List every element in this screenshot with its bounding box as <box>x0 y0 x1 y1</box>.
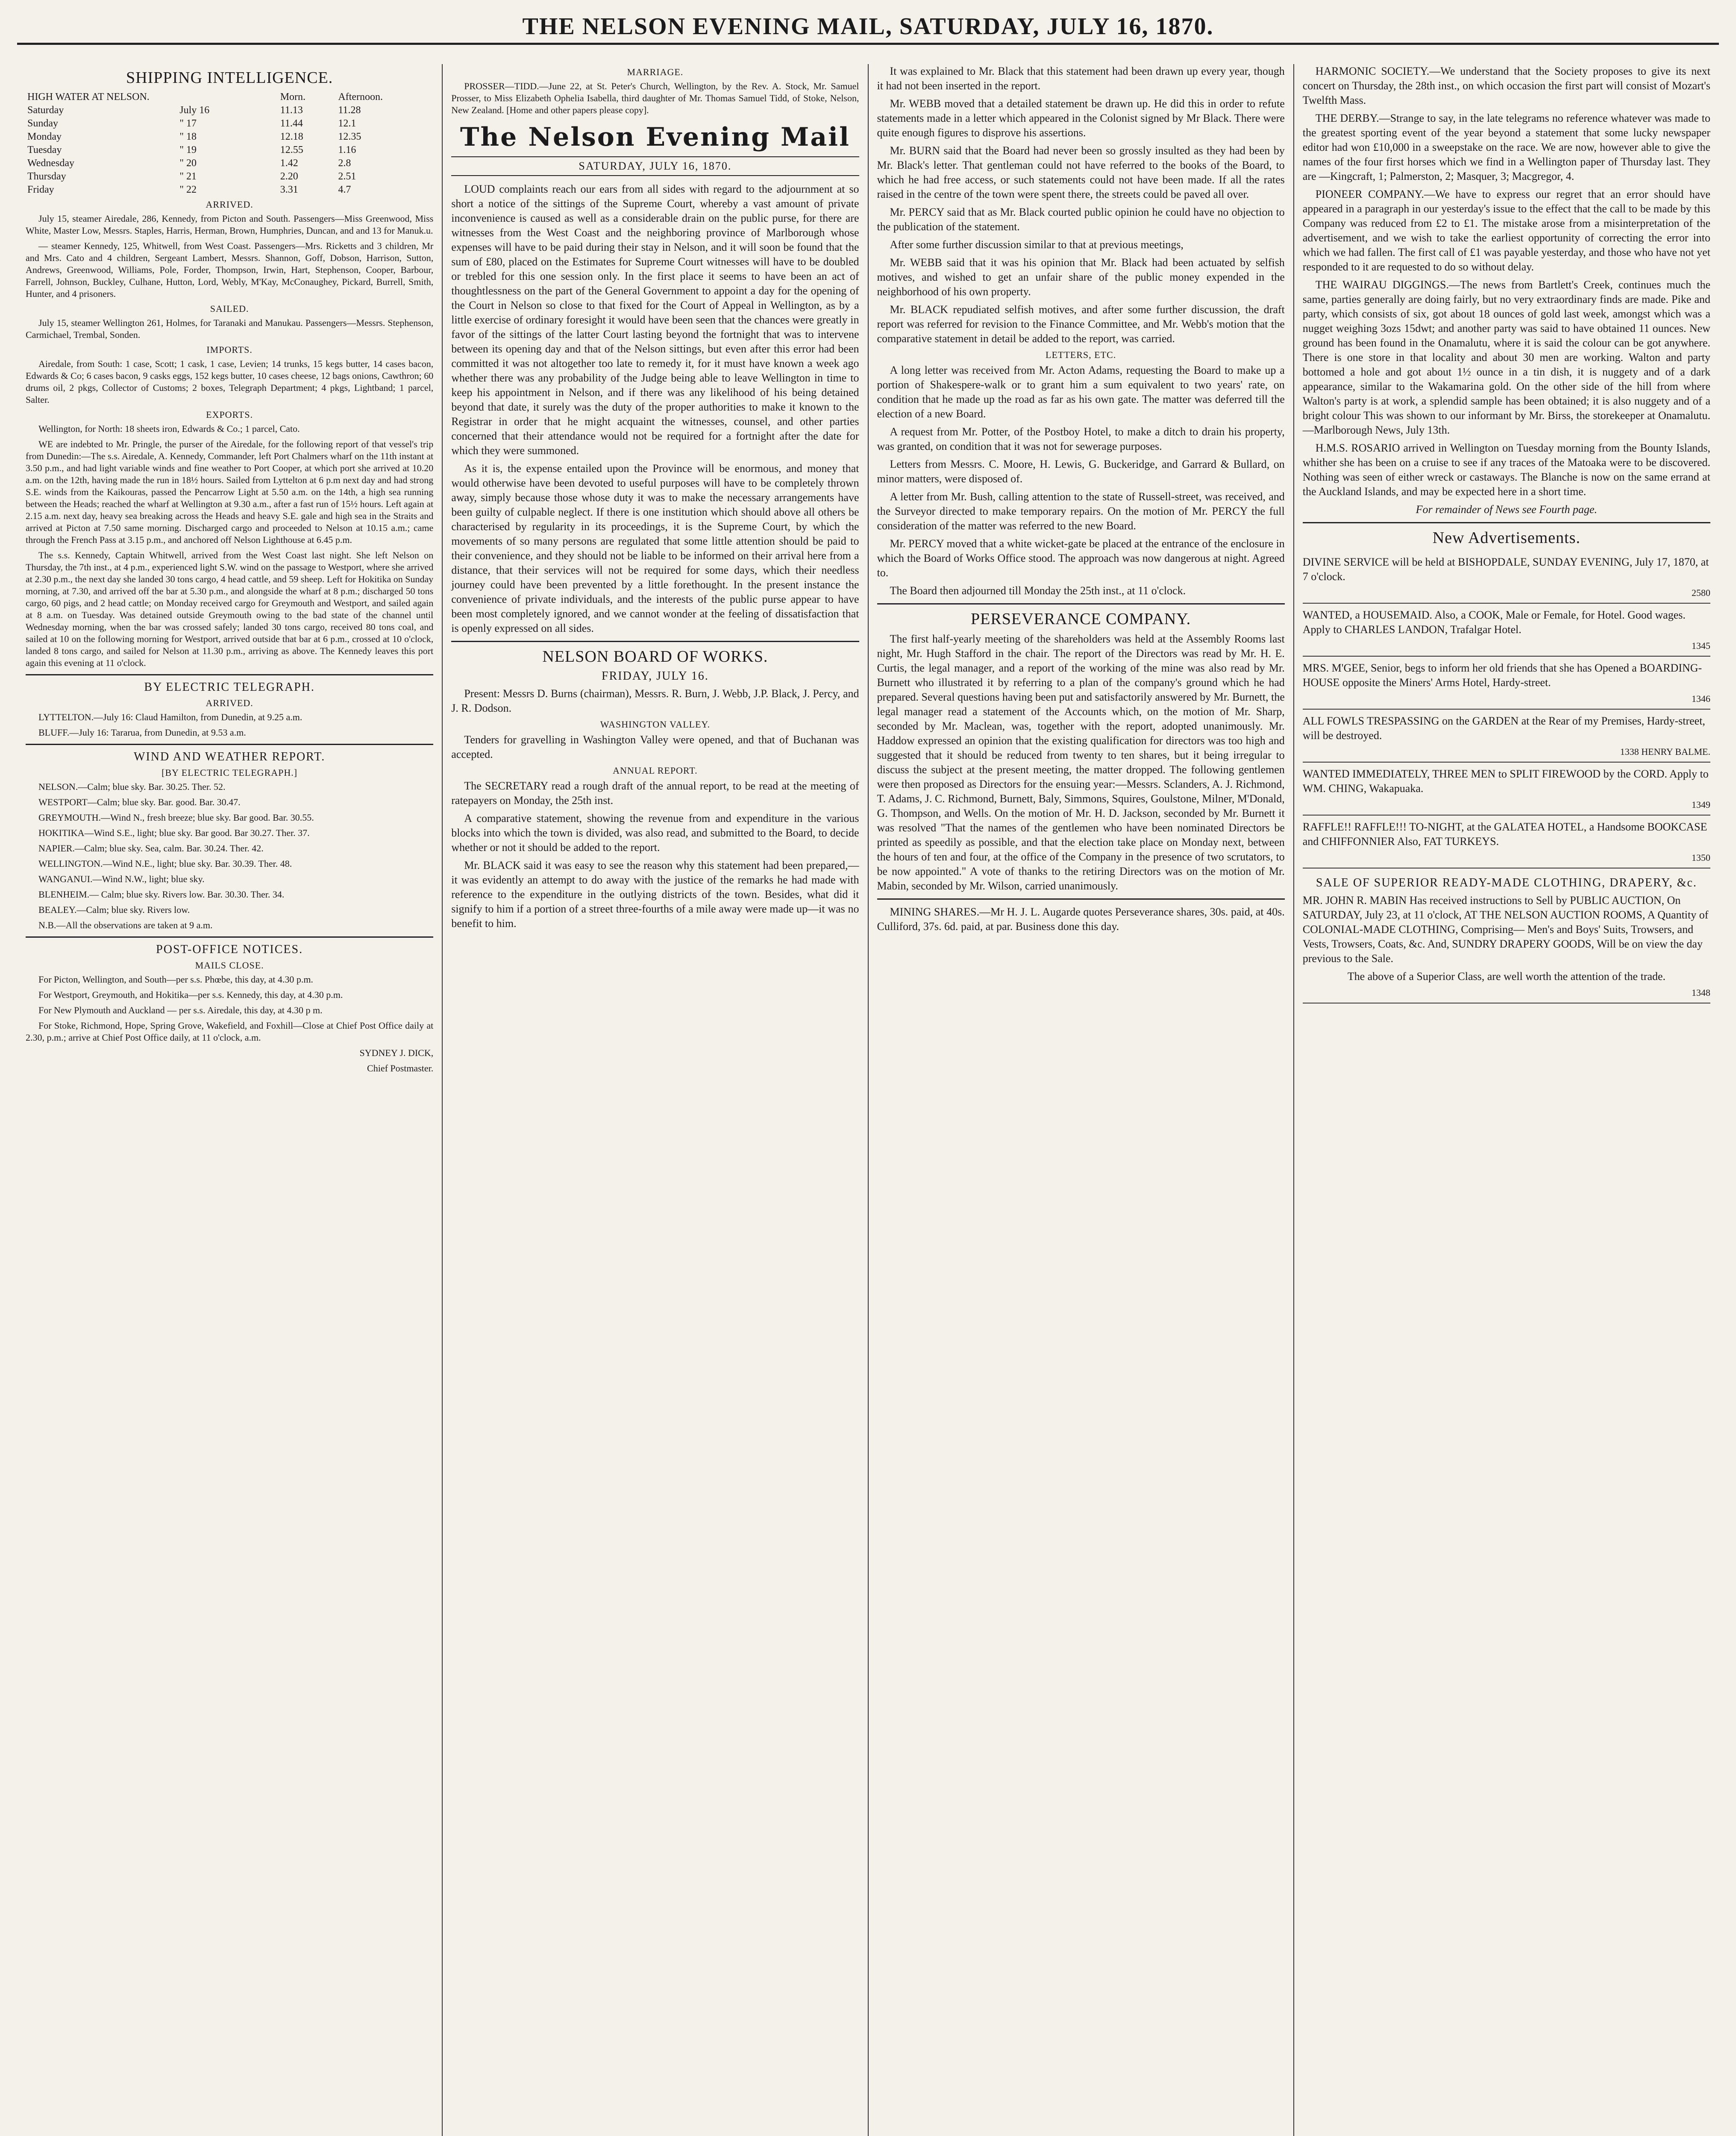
column-3 <box>869 64 1294 2136</box>
morn: 2.20 <box>280 171 298 182</box>
board-para: Mr. BURN said that the Board had never been so grossly insulted as they had been by Mr. Black's letter. That gentleman could not have referred to the books of the Board, to which he had free access, or such statements could not have been made. If all the rates raised in the centre of the town were spent there, the streets could be paved all over. <box>877 144 1285 200</box>
column-2 <box>443 64 868 2136</box>
table-row <box>26 104 433 117</box>
sailed-text: July 15, steamer Wellington 261, Holmes, for Taranaki and Manukau. Passengers—Messrs. Stephenson, Carmichael, Trembal, Sonden. <box>26 317 434 340</box>
board-para: Mr. PERCY said that as Mr. Black courted public opinion he could have no objection to the publication of the statement. <box>877 206 1285 233</box>
table-row <box>26 144 433 157</box>
columns <box>17 64 1719 2136</box>
morn: 11.44 <box>280 118 303 129</box>
paper-date: SATURDAY, JULY 16, 1870. <box>451 156 859 176</box>
weather-line: WESTPORT—Calm; blue sky. Bar. good. Bar. 30.47. <box>38 797 241 807</box>
board-para: It was explained to Mr. Black that this statement had been drawn up every year, though it had not been inserted in the report. <box>877 65 1285 92</box>
letters-para: A long letter was received from Mr. Acton Adams, requesting the Board to make up a portion of Shakespere-walk or to grant him a sum equivalent to two years' rate, on condition that he made up the road as far as his own gate. The matter was deferred till the election of a new Board. <box>877 364 1285 420</box>
remainder-note: For remainder of News see Fourth page. <box>1416 503 1598 516</box>
table-row <box>26 183 433 197</box>
date: " 22 <box>179 184 197 195</box>
imports-text: Airedale, from South: 1 case, Scott; 1 cask, 1 case, Levien; 14 trunks, 15 kegs butter, 14 cases bacon, Edwards & Co; 6 cases bacon, 9 casks eggs, 152 kegs butter, 10 cases cheese, 12 bags onions, Cawthron; 60 drums oil, 2 pkgs, Collector of Customs; 2 boxes, Telegraph Department; 4 pkgs, Lightband; 1 parcel, Salter. <box>26 358 434 405</box>
day: Wednesday <box>27 158 75 169</box>
annual-para: A comparative statement, showing the revenue from and expenditure in the various blocks into which the town is divided, was also read, and submitted to the Board, to decide whether or not it should be added to the report. <box>451 812 859 854</box>
letters-para: A letter from Mr. Bush, calling attention to the state of Russell-street, was received, and the Surveyor directed to make temporary repairs. On the motion of Mr. PERCY the full consideration of the matter was referred to the new Board. <box>877 490 1285 532</box>
high-water-header <box>26 91 433 104</box>
high-water-table <box>26 91 433 197</box>
table-row <box>26 157 433 170</box>
annual-title: ANNUAL REPORT. <box>613 765 698 776</box>
weather-line: HOKITIKA—Wind S.E., light; blue sky. Bar good. Bar 30.27. Ther. 37. <box>38 827 310 838</box>
report-airedale: WE are indebted to Mr. Pringle, the purser of the Airedale, for the following report of that vessel's trip from Dunedin:—The s.s. Airedale, A. Kennedy, Commander, left Port Chalmers wharf on the 11th instant at 3.50 p.m., and had light variable winds and fine weather to Port Cooper, at which port she arrived at 10.20 a.m. on the 12th, having made the run in 18½ hours. Sailed from Lyttelton at 6 p.m next day and had strong S.E. winds from the Kaikouras, passed the Pencarrow Light at 5.50 a.m. on the 14th, a high sea running between the Heads; reached the wharf at Wellington at 9.30 a.m., after a fast run of 15½ hours. Left again at 2.15 a.m. next day, heavy sea breaking across the Heads and heavy S.E. gale and high sea in the Straits and arrived at Picton at 7.50 same morning. Discharged cargo and proceeded to Nelson at 10.15 a.m.; came through the French Pass at 3.15 p.m., and anchored off Nelson Lighthouse at 6.45 p.m. <box>26 439 434 545</box>
header-cell: Afternoon. <box>338 91 383 103</box>
ad-number: 1338 HENRY BALME. <box>1620 746 1710 757</box>
signature: SYDNEY J. DICK, <box>359 1047 434 1058</box>
post-sub: MAILS CLOSE. <box>195 960 264 971</box>
ad-text: WANTED, a HOUSEMAID. Also, a COOK, Male or Female, for Hotel. Good wages. Apply to CHARLES LANDON, Trafalgar Hotel. <box>1302 609 1686 636</box>
marriage-text: PROSSER—TIDD.—June 22, at St. Peter's Church, Wellington, by the Rev. A. Stock, Mr. Samuel Prosser, to Miss Elizabeth Ophelia Isabella, third daughter of Mr. Thomas Samuel Tidd, of Stoke, Nelson, New Zealand. [Home and other papers please copy]. <box>451 81 859 115</box>
divider <box>1303 522 1710 523</box>
date: " 19 <box>179 144 197 156</box>
post-line: For Picton, Wellington, and South—per s.s. Phœbe, this day, at 4.30 p.m. <box>38 974 313 985</box>
post-line: For New Plymouth and Auckland — per s.s. Airedale, this day, at 4.30 p m. <box>38 1005 323 1015</box>
weather-sub: [BY ELECTRIC TELEGRAPH.] <box>162 767 298 778</box>
editorial-para: LOUD complaints reach our ears from all sides with regard to the adjournment at so short a notice of the sittings of the Supreme Court, whereby a vast amount of private inconvenience is caused as well as a considerable drain on the public purse, for there are witnesses from the West Coast and the neighboring province of Marlborough whose expenses will have to be paid during their stay in Nelson, and it will soon be found that the sum of £80, placed on the Estimates for Supreme Court witnesses will have to be doubled or trebled for this one session only. In the first place it seems to have been an act of thoughtlessness on the part of the General Government to appoint a day for the opening of the Court in Nelson so close to that fixed for the Court of Appeal in Wellington, as by a little exercise of ordinary foresight it would have been seen that the chances were greatly in favor of the sittings of the latter Court lasting beyond the fortnight that was to intervene between its opening day and that of the Nelson sittings, but even after this error had been committed it was not altogether too late to remedy it, for it must have known a week ago whether there was any probability of the Judge being able to leave Wellington in time to keep his appointment in Nelson, and if there was any likelihood of his being detained beyond that date, it surely was the duty of the proper authorities to make it known to the Registrar in order that he might acquaint the witnesses, counsel, and other parties concerned that their attendance would not be required for a fortnight after the date for which they were summoned. <box>451 183 859 457</box>
board-title: NELSON BOARD OF WORKS. <box>542 648 768 666</box>
board-para: Mr. WEBB said that it was his opinion that Mr. Black had been actuated by selfish motives, and wished to get an unfair share of the public money expended in the neighborhood of his own property. <box>877 256 1285 298</box>
header-cell: Morn. <box>280 91 306 103</box>
editorial-para: As it is, the expense entailed upon the Province will be enormous, and money that would otherwise have been devoted to useful purposes will have to be completely thrown away, simply because those whose duty it was to make the necessary arrangements have been guilty of culpable neglect. If there is one institution which should above all others be characterised by regularity in its proceedings, it is the Supreme Court, by which the movements of so many persons are regulated that some little attention should be paid to their convenience, and they should not be liable to be informed on their arrival here from a distance, that their services will not be required for some days, which their needless journey could have been prevented by a little forethought. In the present instance the convenience of private individuals, and the interests of the public purse appear to have been most completely ignored, and we cannot wonder at the feeling of dissatisfaction that is openly expressed on all sides. <box>451 462 859 634</box>
ad-divine-service <box>1303 551 1710 604</box>
valley-text: Tenders for gravelling in Washington Valley were opened, and that of Buchanan was accepted. <box>451 734 859 760</box>
morn: 12.18 <box>280 131 303 142</box>
news-para: THE DERBY.—Strange to say, in the late telegrams no reference whatever was made to the greatest sporting event of the year beyond a statement that some lucky newspaper editor had won £10,000 in a sweepstake on the race. We are now, however able to give the names of the four first horses which we find in a Wellington paper of Thursday last. They are —Kingcraft, 1; Palmerston, 2; Masquer, 3; Macgregor, 4. <box>1302 112 1710 182</box>
annual-para: The SECRETARY read a rough draft of the annual report, to be read at the meeting of ratepayers on Monday, the 25th inst. <box>451 780 859 807</box>
mining-shares: MINING SHARES.—Mr H. J. L. Augarde quotes Perseverance shares, 30s. paid, at 40s. Culliford, 37s. 6d. paid, at par. Business done this day. <box>877 906 1285 933</box>
weather-title: WIND AND WEATHER REPORT. <box>134 750 326 763</box>
column-1 <box>17 64 443 2136</box>
ad-text: WANTED IMMEDIATELY, THREE MEN to SPLIT FIREWOOD by the CORD. Apply to WM. CHING, Wakapuaka. <box>1302 768 1709 795</box>
post-line: For Westport, Greymouth, and Hokitika—per s.s. Kennedy, this day, at 4.30 p.m. <box>38 989 343 1000</box>
letters-para: Letters from Messrs. C. Moore, H. Lewis, G. Buckeridge, and Garrard & Bullard, on minor matters, were disposed of. <box>877 458 1285 485</box>
afternoon: 11.28 <box>338 105 361 116</box>
day: Monday <box>27 131 62 142</box>
ad-number: 1345 <box>1692 640 1710 651</box>
weather-line: NELSON.—Calm; blue sky. Bar. 30.25. Ther. 52. <box>38 781 226 792</box>
afternoon: 12.1 <box>338 118 356 129</box>
masthead: THE NELSON EVENING MAIL, SATURDAY, JULY 16, 1870. <box>17 13 1719 45</box>
column-4 <box>1294 64 1719 2136</box>
perseverance-title: PERSEVERANCE COMPANY. <box>971 610 1191 628</box>
divider <box>26 744 433 745</box>
telegraph-line: LYTTELTON.—July 16: Claud Hamilton, from Dunedin, at 9.25 a.m. <box>38 712 303 722</box>
board-para: Mr. BLACK repudiated selfish motives, and after some further discussion, the draft report was referred for revision to the Finance Committee, and Mr. Webb's motion that the comparative statement in detail be added to the report, was carried. <box>877 303 1285 345</box>
news-para: HARMONIC SOCIETY.—We understand that the Society proposes to give its next concert on Thursday, the 28th inst., on which occasion the first part will consist of Mozart's Twelfth Mass. <box>1302 65 1710 106</box>
weather-line: BEALEY.—Calm; blue sky. Rivers low. <box>38 904 190 915</box>
arrived-text: July 15, steamer Airedale, 286, Kennedy, from Picton and South. Passengers—Miss Greenwood, Miss White, Master Low, Messrs. Staples, Harris, Herman, Brown, Humphries, Duncan, and and 13 for Manuk.u. <box>26 213 434 236</box>
arrived-text-2: — steamer Kennedy, 125, Whitwell, from West Coast. Passengers—Mrs. Ricketts and 3 children, Mr and Mrs. Cato and 4 children, Sergeant Lambert, Messrs. Shannon, Goff, Dobson, Harrison, Sutton, Andrews, Greenwood, Williams, Pole, Forder, Thompson, Irwin, Hart, Stephenson, Cooper, Barbour, Farrell, Johnson, Buckley, Culhane, Hutton, Lord, Webly, M'Kay, McConaughey, Pickard, Burrell, Smith, Hunter, and 4 prisoners. <box>26 241 434 299</box>
board-para: Mr. WEBB moved that a detailed statement be drawn up. He did this in order to refute statements made in a letter which appeared in the Colonist signed by Mr Black. There were quite enough figures to disprove his assertions. <box>877 97 1285 139</box>
perseverance-para: The first half-yearly meeting of the shareholders was held at the Assembly Rooms last night, Mr. Hugh Stafford in the chair. The report of the Directors was read by Mr. H. E. Curtis, the legal manager, and a report of the working of the mine was also read by Mr. Burnett who illustrated it by referring to a plan of the company's ground which he had prepared. Several questions having been put and satisfactorily answered by Mr. Burnett, the legal manager read a statement of the Accounts which, on the motion of Mr. Sharp, seconded by Mr. Maclean, was, together with the report, adopted unanimously. Mr. Haddow expressed an opinion that the existing qualification for directors was too high and suggested that it should be reduced from twenty to ten shares, but it being irregular to discuss the subject at the present meeting, the matter dropped. The following gentlemen were then proposed as Directors for the ensuing year:—Messrs. Sclanders, A. J. Richmond, T. Adams, J. C. Richmond, Burnett, Baly, Simmons, Squires, Goulstone, Milner, M'Donald, G. Thompson, and Wells. On the motion of Mr. H. D. Jackson, seconded by Mr. Burnett it was resolved "That the names of the gentlemen who have been nominated Directors be printed as speedily as possible, and that the election take place on Monday next, between the hours of ten and four, at the office of the Company in the presence of two scrutators, to be now appointed." A vote of thanks to the retiring Directors was on the motion of Mr. Mabin, seconded by Mr. Wilson, carried unanimously. <box>877 633 1285 892</box>
weather-line: GREYMOUTH.—Wind N., fresh breeze; blue sky. Bar good. Bar. 30.55. <box>38 812 314 823</box>
ad-text: RAFFLE!! RAFFLE!!! TO-NIGHT, at the GALATEA HOTEL, a Handsome BOOKCASE and CHIFFONNIER Also, FAT TURKEYS. <box>1302 821 1707 848</box>
ad-text: ALL FOWLS TRESPASSING on the GARDEN at the Rear of my Premises, Hardy-street, will be destroyed. <box>1302 715 1705 742</box>
report-kennedy: The s.s. Kennedy, Captain Whitwell, arrived from the West Coast last night. She left Nelson on Thursday, the 7th inst., at 4 p.m., experienced light S.W. wind on the passage to Westport, where she arrived at 2.30 p.m., the next day she landed 30 tons cargo, 4 head cattle, and 59 sheep. Left for Hokitika on Sunday morning, at 7.30, and arrived off the bar at 5.30 p.m., and alongside the wharf at 8 p.m.; discharged 50 tons cargo, 60 pigs, and 2 head cattle; on Monday received cargo for Greymouth and Westport, and sailed again at 8 a.m. on Tuesday. Was detained outside Greymouth owing to the bad state of the channel until Wednesday morning, when the bar was crossed safely; landed 30 tons cargo, received 80 tons coal, and sailed at 10 on the following morning for Westport, arrived outside that bar at 6 p.m., crossed at 10 o'clock, landed 8 tons cargo, and sailed for Nelson at 11.30 p.m., arriving as above. The Kennedy leaves this port again this evening at 11 o'clock. <box>26 550 434 668</box>
post-line: For Stoke, Richmond, Hope, Spring Grove, Wakefield, and Foxhill—Close at Chief Post Office daily at 2.30, p.m.; arrive at Chief Post Office daily, at 11 o'clock, a.m. <box>26 1020 434 1043</box>
telegraph-arrived: ARRIVED. <box>206 698 253 708</box>
morn: 3.31 <box>280 184 298 195</box>
morn: 12.55 <box>280 144 303 156</box>
ad-fowls <box>1303 710 1710 763</box>
table-row <box>26 170 433 183</box>
exports-text: Wellington, for North: 18 sheets iron, Edwards & Co.; 1 parcel, Cato. <box>38 423 300 434</box>
table-row <box>26 117 433 130</box>
day: Friday <box>27 184 54 195</box>
board-date: FRIDAY, JULY 16. <box>602 669 709 683</box>
date: July 16 <box>179 105 210 116</box>
news-para: THE WAIRAU DIGGINGS.—The news from Bartlett's Creek, continues much the same, parties generally are doing fairly, but no very extraordinary finds are made. Pike and party, which consists of six, got about 18 ounces of gold last week, amongst which was a nugget weighing 3ozs 15dwt; and another party was said to have obtained 11 ounces. New ground has been found in the Onamalutu, where it is said the colour can be got anywhere. There is one store in that locality and about 30 men are working. Walton and party bottomed a hole and got about 1½ ounce in a tin dish, it is nuggety and of a dark appearance, similar to the Wakamarina gold. On the other side of the hill from where Walton's party is at work, a splendid sample has been obtained; it is also nuggety and of a bright colour This was shown to our informant by Mr. Birss, the storekeeper at Onamalutu.—Marlborough News, July 13th. <box>1302 279 1710 436</box>
letters-para: Mr. PERCY moved that a white wicket-gate be placed at the entrance of the enclosure in which the Board of Works Office stood. The approach was now dangerous at night. Agreed to. <box>877 537 1285 579</box>
signature-role: Chief Postmaster. <box>367 1063 434 1074</box>
afternoon: 2.8 <box>338 158 351 169</box>
imports-title: IMPORTS. <box>206 344 253 355</box>
post-title: POST-OFFICE NOTICES. <box>156 943 303 956</box>
board-present: Present: Messrs D. Burns (chairman), Messrs. R. Burn, J. Webb, J.P. Black, J. Percy, and J. R. Dodson. <box>451 687 859 714</box>
telegraph-title: BY ELECTRIC TELEGRAPH. <box>144 681 315 694</box>
shipping-title: SHIPPING INTELLIGENCE. <box>126 69 333 87</box>
ad-number: 1346 <box>1692 693 1710 704</box>
weather-line: WELLINGTON.—Wind N.E., light; blue sky. Bar. 30.39. Ther. 48. <box>38 858 292 869</box>
weather-line: NAPIER.—Calm; blue sky. Sea, calm. Bar. 30.24. Ther. 42. <box>38 843 264 854</box>
annual-para: Mr. BLACK said it was easy to see the reason why this statement had been prepared,—it was evidently an attempt to do away with the justice of the remarks he had made with reference to the expenditure in the outlying districts of the town. Besides, what did it signify to him if a portion of a street three-fourths of a mile away were made up—it was no benefit to him. <box>451 859 859 930</box>
paper-title-block <box>451 122 859 176</box>
table-row <box>26 130 433 144</box>
valley-title: WASHINGTON VALLEY. <box>600 719 710 730</box>
divider <box>26 936 433 938</box>
sailed-title: SAILED. <box>210 303 249 314</box>
day: Tuesday <box>27 144 62 156</box>
date: " 21 <box>179 171 197 182</box>
letters-para: A request from Mr. Potter, of the Postboy Hotel, to make a ditch to drain his property, was granted, on condition that it was not for sewerage purposes. <box>877 425 1285 452</box>
ad-number: 1350 <box>1692 852 1710 863</box>
paper-title: The Nelson Evening Mail <box>460 122 850 152</box>
ad-number: 1349 <box>1692 799 1710 810</box>
afternoon: 1.16 <box>338 144 356 156</box>
weather-line: N.B.—All the observations are taken at 9 a.m. <box>38 920 213 930</box>
board-para: After some further discussion similar to that at previous meetings, <box>890 238 1184 251</box>
telegraph-line: BLUFF.—July 16: Tararua, from Dunedin, at 9.53 a.m. <box>38 727 246 738</box>
sale-title: SALE OF SUPERIOR READY-MADE CLOTHING, DRAPERY, &c. <box>1316 876 1697 889</box>
ad-text: DIVINE SERVICE will be held at BISHOPDALE, SUNDAY EVENING, July 17, 1870, at 7 o'clock. <box>1302 556 1709 583</box>
exports-title: EXPORTS. <box>206 409 253 420</box>
date: " 17 <box>179 118 197 129</box>
letters-para: The Board then adjourned till Monday the 25th inst., at 11 o'clock. <box>890 584 1186 597</box>
day: Saturday <box>27 105 64 116</box>
header-cell: HIGH WATER AT NELSON. <box>27 91 150 103</box>
ad-housemaid <box>1303 604 1710 657</box>
letters-title: LETTERS, ETC. <box>1046 349 1116 360</box>
marriage-title: MARRIAGE. <box>627 67 684 77</box>
divider <box>451 641 859 642</box>
date: " 20 <box>179 158 197 169</box>
ad-wanted-men <box>1303 763 1710 816</box>
divider <box>877 898 1285 900</box>
ad-boarding-house <box>1303 657 1710 710</box>
afternoon: 12.35 <box>338 131 361 142</box>
ads-title: New Advertisements. <box>1432 529 1580 547</box>
afternoon: 4.7 <box>338 184 351 195</box>
date: " 18 <box>179 131 197 142</box>
arrived-title: ARRIVED. <box>206 199 253 210</box>
weather-line: BLENHEIM.— Calm; blue sky. Rivers low. Bar. 30.30. Ther. 34. <box>38 889 285 900</box>
news-para: PIONEER COMPANY.—We have to express our regret that an error should have appeared in a paragraph in our yesterday's issue to the effect that the call to be made by this Company was reduced from £2 to £1. The mistake arose from a misinterpretation of the advertisement, and we wish to take the earliest opportunity of correcting the error into which we had fallen. The first call of £1 was payable yesterday, and those who have not yet responded to it are requested to do so without delay. <box>1302 188 1710 273</box>
ad-number: 1348 <box>1692 987 1710 998</box>
ad-number: 2580 <box>1692 587 1710 598</box>
day: Thursday <box>27 171 66 182</box>
news-para: H.M.S. ROSARIO arrived in Wellington on Tuesday morning from the Bounty Islands, whither she has been on a cruise to see if any traces of the Matoaka were to be discovered. Nothing was seen of either wreck or castaways. The Blanche is now on the same errand at the Auckland Islands, and may be expected here in a short time. <box>1302 442 1710 498</box>
morn: 1.42 <box>280 158 298 169</box>
sale-body: MR. JOHN R. MABIN Has received instructions to Sell by PUBLIC AUCTION, On SATURDAY, July 23, at 11 o'clock, AT THE NELSON AUCTION ROOMS, A Quantity of COLONIAL-MADE CLOTHING, Comprising— Men's and Boys' Suits, Trowsers, and Vests, Trowsers, Coats, &c. And, SUNDRY DRAPERY GOODS, Will be on view the day previous to the Sale. <box>1302 894 1709 965</box>
divider <box>26 674 433 675</box>
afternoon: 2.51 <box>338 171 356 182</box>
sale-footer: The above of a Superior Class, are well worth the attention of the trade. <box>1347 970 1666 983</box>
morn: 11.13 <box>280 105 303 116</box>
ad-text: MRS. M'GEE, Senior, begs to inform her old friends that she has Opened a BOARDING-HOUSE opposite the Miners' Arms Hotel, Hardy-street. <box>1302 662 1702 689</box>
divider <box>877 603 1285 604</box>
ad-sale <box>1303 868 1710 1003</box>
weather-line: WANGANUI.—Wind N.W., light; blue sky. <box>38 874 205 884</box>
ad-raffle <box>1303 816 1710 868</box>
day: Sunday <box>27 118 58 129</box>
